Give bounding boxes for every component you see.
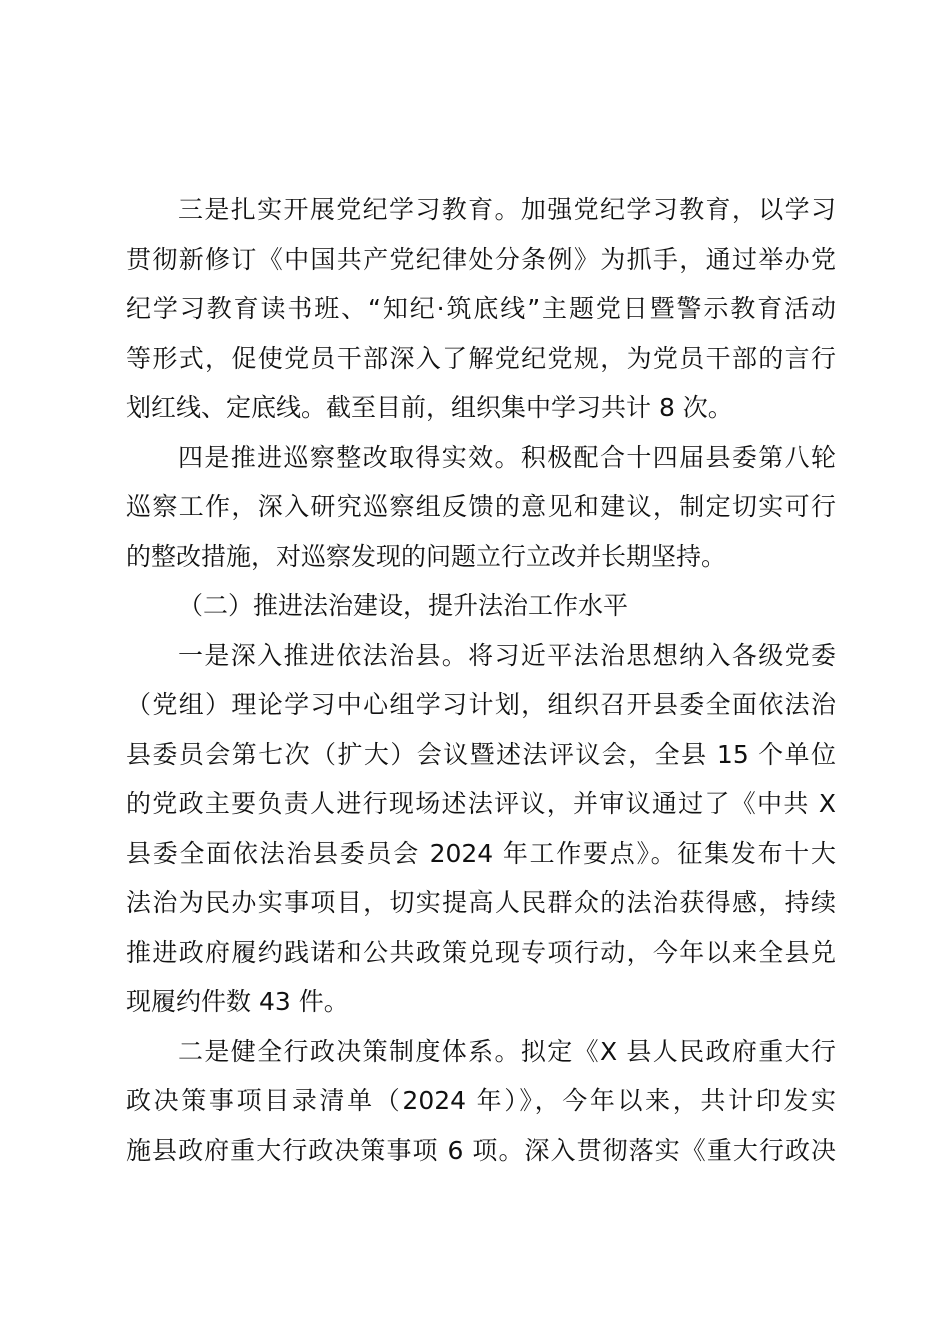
paragraph-4-line-3: 的整改措施，对巡察发现的问题立行立改并长期坚持。 (126, 541, 727, 571)
paragraph-2-line-3: 施县政府重大行政决策事项 6 项。深入贯彻落实《重大行政决 (126, 1135, 836, 1165)
paragraph-1-line-1: 一是深入推进依法治县。将习近平法治思想纳入各级党委 (178, 640, 836, 670)
paragraph-1-line-5: 县委全面依法治县委员会 2024 年工作要点》。征集发布十大 (126, 838, 836, 868)
paragraph-2-line-1: 二是健全行政决策制度体系。拟定《X 县人民政府重大行 (178, 1036, 836, 1066)
paragraph-1-line-6: 法治为民办实事项目，切实提高人民群众的法治获得感，持续 (126, 888, 836, 917)
paragraph-1-line-3: 县委员会第七次（扩大）会议暨述法评议会，全县 15 个单位 (126, 739, 836, 769)
paragraph-3-line-4: 等形式，促使党员干部深入了解党纪党规，为党员干部的言行 (126, 343, 836, 373)
paragraph-1-line-7: 推进政府履约践诺和公共政策兑现专项行动，今年以来全县兑 (126, 937, 836, 967)
paragraph-1-line-4: 的党政主要负责人进行现场述法评议，并审议通过了《中共 X (126, 789, 836, 818)
paragraph-3-line-5: 划红线、定底线。截至目前，组织集中学习共计 8 次。 (126, 393, 733, 422)
section-heading: （二）推进法治建设，提升法治工作水平 (178, 591, 629, 620)
document-body (126, 185, 836, 1175)
paragraph-4-line-1: 四是推进巡察整改取得实效。积极配合十四届县委第八轮 (178, 442, 836, 472)
paragraph-2-line-2: 政决策事项目录清单（2024 年）》，今年以来，共计印发实 (126, 1086, 836, 1115)
paragraph-1-line-2: （党组）理论学习中心组学习计划，组织召开县委全面依法治 (126, 690, 836, 719)
paragraph-1-line-8: 现履约件数 43 件。 (126, 987, 349, 1016)
paragraph-3-line-1: 三是扎实开展党纪学习教育。加强党纪学习教育，以学习 (178, 195, 836, 224)
paragraph-3-line-3: 纪学习教育读书班、“知纪·筑底线”主题党日暨警示教育活动 (126, 294, 836, 323)
paragraph-4-line-2: 巡察工作，深入研究巡察组反馈的意见和建议，制定切实可行 (126, 492, 836, 521)
paragraph-3-line-2: 贯彻新修订《中国共产党纪律处分条例》为抓手，通过举办党 (126, 244, 836, 274)
